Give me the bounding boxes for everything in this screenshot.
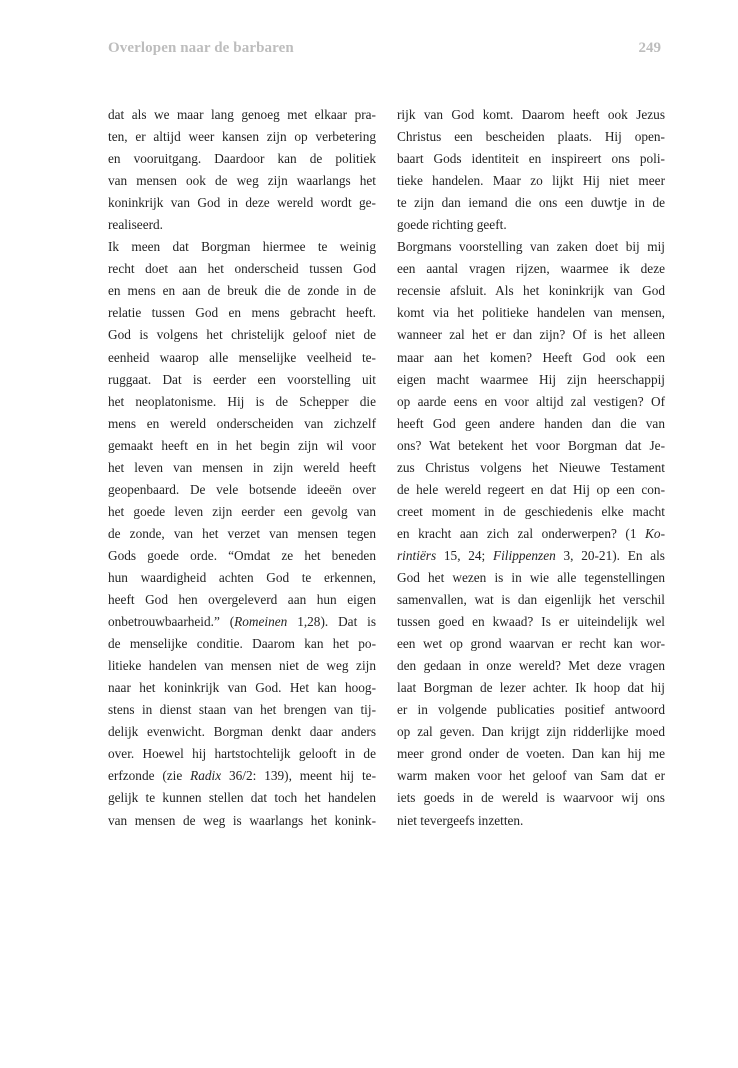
- page-number: 249: [638, 40, 661, 56]
- text-line: [108, 457, 376, 479]
- text-line: [397, 765, 665, 787]
- text-segment: naar het koninkrijk van God. Het kan hoog-: [108, 680, 376, 696]
- text-segment: de zonde, van het verzet van mensen tegen: [108, 525, 376, 541]
- text-segment: onbetrouwbaarheid.” (: [108, 614, 235, 630]
- text-line: [108, 324, 376, 346]
- text-segment: over. Hoewel hij hartstochtelijk gelooft in de: [108, 746, 376, 762]
- text-segment: warm maken voor het geloof van Sam dat er: [397, 768, 665, 784]
- text-line: [397, 611, 665, 633]
- text-line: [108, 391, 376, 413]
- text-line: [397, 170, 665, 192]
- text-segment: geopenbaard. De vele botsende ideeën over: [108, 481, 376, 497]
- text-segment: erfzonde (zie: [108, 768, 191, 784]
- text-segment: 3, 20-21). En als: [555, 547, 665, 563]
- text-segment: mens en wereld onderscheiden van zichzelf: [108, 415, 376, 431]
- text-segment: koninkrijk van God in deze wereld wordt ge-: [108, 195, 376, 211]
- text-segment: de menselijke conditie. Daarom kan het po-: [108, 636, 376, 652]
- italic-reference: Radix: [190, 768, 222, 784]
- text-line: [108, 347, 376, 369]
- text-line: [397, 810, 665, 832]
- text-segment: laat Borgman de lezer achter. Ik hoop dat hij: [397, 680, 665, 696]
- text-line: [108, 611, 376, 633]
- text-line: [397, 236, 665, 258]
- italic-reference: rintiërs: [397, 547, 437, 563]
- text-segment: tussen goed en kwaad? Is er uiteindelijk wel: [397, 614, 665, 630]
- text-line: [108, 633, 376, 655]
- text-segment: te zijn dan iemand die ons een duwtje in de: [397, 195, 665, 211]
- text-segment: het leven van mensen in zijn wereld heeft: [108, 459, 376, 475]
- text-line: [397, 457, 665, 479]
- text-segment: ruggaat. Dat is eerder een voorstelling uit: [108, 371, 376, 387]
- text-segment: maar aan het komen? Heeft God ook een: [397, 349, 665, 365]
- text-segment: hun waardigheid achten God te erkennen,: [108, 569, 376, 585]
- text-segment: er in volgende publicaties positief antwoord: [397, 702, 665, 718]
- text-segment: eenheid waarop alle menselijke veelheid te-: [108, 349, 376, 365]
- text-segment: Christus een bescheiden plaats. Hij open-: [397, 129, 665, 145]
- text-line: [108, 148, 376, 170]
- text-line: [108, 214, 376, 236]
- text-segment: creet moment in de geschiedenis elke macht: [397, 503, 665, 519]
- text-line: [108, 523, 376, 545]
- text-line: [108, 413, 376, 435]
- text-segment: 1,28). Dat is: [287, 614, 376, 630]
- text-line: [397, 655, 665, 677]
- text-line: [108, 721, 376, 743]
- text-line: [397, 126, 665, 148]
- text-segment: op zal geven. Dan krijgt zijn ridderlijke moed: [397, 724, 665, 740]
- text-line: [108, 258, 376, 280]
- text-segment: op aarde eens en voor altijd zal vestigen? Of: [397, 393, 665, 409]
- text-segment: den gedaan in onze wereld? Met deze vragen: [397, 658, 665, 674]
- text-segment: een wet op grond waarvan er recht kan wor-: [397, 636, 665, 652]
- text-segment: relatie tussen God en mens gebracht heeft.: [108, 305, 376, 321]
- text-segment: realiseerd.: [108, 217, 163, 233]
- text-segment: 15, 24;: [436, 547, 493, 563]
- text-segment: komt via het politieke handelen van mensen,: [397, 305, 665, 321]
- text-line: [397, 743, 665, 765]
- text-segment: litieke handelen van mensen niet de weg zijn: [108, 658, 376, 674]
- text-segment: ons? Wat betekent het voor Borgman dat Je-: [397, 437, 665, 453]
- text-line: [397, 391, 665, 413]
- running-title: Overlopen naar de barbaren: [108, 40, 294, 56]
- text-line: [108, 302, 376, 324]
- text-column-left: [108, 104, 376, 832]
- text-segment: van mensen ook de weg zijn waarlangs het: [108, 173, 376, 189]
- text-segment: en mens en aan de breuk die de zonde in de: [108, 283, 376, 299]
- text-line: [108, 699, 376, 721]
- text-line: [397, 214, 665, 236]
- text-line: [108, 104, 376, 126]
- text-segment: Ik meen dat Borgman hiermee te weinig: [108, 239, 376, 255]
- text-line: [397, 302, 665, 324]
- text-segment: stens in dienst staan van het brengen van tij-: [108, 702, 376, 718]
- text-segment: heeft God geen andere handen dan die van: [397, 415, 665, 431]
- text-line: [397, 633, 665, 655]
- text-line: [397, 413, 665, 435]
- text-segment: de hele wereld regeert en dat Hij op een con-: [397, 481, 665, 497]
- text-line: [397, 148, 665, 170]
- text-line: [397, 721, 665, 743]
- text-segment: baart Gods identiteit en inspireert ons poli-: [397, 151, 665, 167]
- text-line: [397, 369, 665, 391]
- text-segment: een aantal vragen rijzen, waarmee ik deze: [397, 261, 665, 277]
- text-segment: gelijk te kunnen stellen dat toch het handelen: [108, 790, 376, 806]
- text-line: [108, 126, 376, 148]
- text-segment: niet tevergeefs inzetten.: [397, 812, 524, 828]
- text-line: [108, 236, 376, 258]
- text-segment: eigen macht waarmee Hij zijn heerschappij: [397, 371, 665, 387]
- text-line: [397, 324, 665, 346]
- text-segment: 36/2: 139), meent hij te-: [221, 768, 376, 784]
- text-line: [108, 170, 376, 192]
- text-line: [108, 479, 376, 501]
- text-column-right: [397, 104, 665, 832]
- text-segment: God het wezen is in wie alle tegenstellingen: [397, 569, 665, 585]
- text-segment: dat als we maar lang genoeg met elkaar pra-: [108, 107, 376, 122]
- text-segment: tieke handelen. Maar zo lijkt Hij niet meer: [397, 173, 665, 189]
- text-line: [397, 523, 665, 545]
- text-segment: en kracht aan zich zal onderwerpen? (1: [397, 525, 646, 541]
- text-line: [108, 743, 376, 765]
- text-segment: Borgmans voorstelling van zaken doet bij mij: [397, 239, 665, 255]
- text-line: [108, 545, 376, 567]
- text-segment: ten, er altijd weer kansen zijn op verbetering: [108, 129, 376, 145]
- text-segment: samenvallen, wat is dan eigenlijk het verschil: [397, 592, 665, 608]
- text-segment: recensie afsluit. Als het koninkrijk van God: [397, 283, 665, 299]
- text-line: [108, 787, 376, 809]
- text-line: [397, 347, 665, 369]
- text-segment: heeft God hen overgeleverd aan hun eigen: [108, 592, 376, 608]
- text-segment: van mensen de weg is waarlangs het konink-: [108, 812, 376, 828]
- text-segment: recht doet aan het onderscheid tussen God: [108, 261, 376, 277]
- text-line: [397, 699, 665, 721]
- text-line: [397, 280, 665, 302]
- text-segment: delijk evenwicht. Borgman denkt daar anders: [108, 724, 376, 740]
- text-line: [108, 192, 376, 214]
- text-line: [397, 787, 665, 809]
- text-line: [108, 501, 376, 523]
- text-line: [397, 677, 665, 699]
- text-line: [397, 192, 665, 214]
- text-line: [397, 545, 665, 567]
- text-segment: wanneer zal het er dan zijn? Of is het alleen: [397, 327, 665, 343]
- text-segment: het goede leven zijn eerder een gevolg van: [108, 503, 376, 519]
- text-segment: meer grond onder de voeten. Dan kan hij me: [397, 746, 665, 762]
- text-segment: zus Christus volgens het Nieuwe Testament: [397, 459, 665, 475]
- text-segment: en vooruitgang. Daardoor kan de politiek: [108, 151, 376, 167]
- text-line: [397, 104, 665, 126]
- text-line: [108, 677, 376, 699]
- text-line: [397, 479, 665, 501]
- text-segment: Gods goede orde. “Omdat ze het beneden: [108, 547, 376, 563]
- italic-reference: Filippenzen: [492, 547, 556, 563]
- text-line: [108, 589, 376, 611]
- text-line: [108, 435, 376, 457]
- text-line: [108, 765, 376, 787]
- text-segment: gemaakt heeft en in het begin zijn wil voor: [108, 437, 376, 453]
- text-segment: het neoplatonisme. Hij is de Schepper die: [108, 393, 376, 409]
- text-line: [397, 501, 665, 523]
- italic-reference: Romeinen: [234, 614, 288, 630]
- text-line: [397, 567, 665, 589]
- text-line: [108, 810, 376, 832]
- text-line: [397, 435, 665, 457]
- italic-reference: Ko-: [645, 525, 665, 541]
- text-line: [108, 280, 376, 302]
- text-segment: iets goeds in de wereld is waarvoor wij ons: [397, 790, 665, 806]
- text-segment: rijk van God komt. Daarom heeft ook Jezus: [397, 107, 665, 122]
- text-segment: God is volgens het christelijk geloof niet de: [108, 327, 376, 343]
- text-line: [108, 369, 376, 391]
- text-line: [108, 655, 376, 677]
- text-line: [397, 258, 665, 280]
- text-segment: goede richting geeft.: [397, 217, 507, 233]
- text-line: [108, 567, 376, 589]
- text-line: [397, 589, 665, 611]
